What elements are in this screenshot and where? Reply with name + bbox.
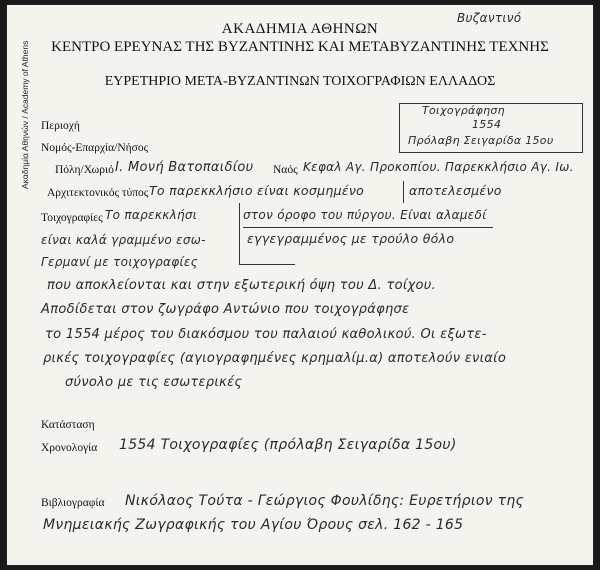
hw-toix-1b: στον όροφο του πύργου. Είναι αλαμεδί (243, 208, 487, 222)
index-card (6, 4, 594, 566)
hw-architect-b: αποτελεσμένο (409, 183, 502, 198)
dating-box (399, 103, 583, 153)
bracket-left (239, 203, 240, 265)
hw-toix-4: που αποκλείονται και στην εξωτερική όψη του Δ. τοίχου. (47, 278, 437, 293)
hw-architect-a: Το παρεκκλήσιο είναι κοσμημένο (149, 183, 365, 198)
label-vivliografia: Βιβλιογραφία (41, 497, 105, 509)
hw-toix-5: Αποδίδεται στον ζωγράφο Αντώνιο που τοιχογράφησε (41, 302, 410, 317)
label-nomos: Νομός-Επαρχία/Νήσος (41, 142, 149, 154)
hw-toix-1a: Το παρεκκλήσι (105, 208, 198, 222)
index-title: ΕΥΡΕΤΗΡΙΟ ΜΕΤΑ-ΒΥΖΑΝΤΙΝΩΝ ΤΟΙΧΟΓΡΑΦΙΩΝ ΕΛΛΑΔΟΣ (104, 74, 496, 89)
bracket-mid (243, 227, 493, 228)
hw-poli: Ι. Μονή Βατοπαιδίου (115, 160, 254, 175)
label-perioxi: Περιοχή (41, 120, 80, 132)
hw-naos: Κεφαλ Αγ. Προκοπίου. Παρεκκλήσιο Αγ. Ιω. (303, 160, 574, 174)
hw-toix-6: το 1554 μέρος του διακόσμου του παλαιού καθολικού. Οι εξωτε- (45, 327, 487, 342)
label-architect: Αρχιτεκτονικός τύπος (47, 187, 149, 199)
hw-vivlio-1: Νικόλαος Τούτα - Γεώργιος Φουλίδης: Ευρετήριον της (125, 493, 525, 509)
hw-toix-2a: είναι καλά γραμμένο εσω- (41, 233, 206, 247)
dating-box-line1: Τοιχογράφηση (422, 104, 505, 117)
side-credit: Ακαδημία Αθηνών / Academy of Athens (20, 40, 30, 189)
centre-title: ΚΕΝΤΡΟ ΕΡΕΥΝΑΣ ΤΗΣ ΒΥΖΑΝΤΙΝΗΣ ΚΑΙ ΜΕΤΑΒΥΖΑΝΤΙΝΗΣ ΤΕΧΝΗΣ (51, 39, 549, 55)
hw-toix-7: ρικές τοιχογραφίες (αγιογραφημένες κρημαλίμ.α) αποτελούν ενιαίο (43, 351, 507, 366)
hw-toix-8: σύνολο με τις εσωτερικές (65, 375, 243, 390)
hw-toix-3: Γερμανί με τοιχογραφίες (41, 255, 198, 269)
corner-note: Βυζαντινό (457, 11, 522, 25)
dating-box-line3: Πρόλαβη Σειγαρίδα 15ου (408, 134, 554, 147)
hw-toix-2b: εγγεγραμμένος με τρούλο θόλο (247, 231, 455, 246)
hw-xronologia: 1554 Τοιχογραφίες (πρόλαβη Σειγαρίδα 15ου) (119, 437, 457, 453)
label-naos: Ναός (273, 164, 298, 176)
label-katastasi: Κατάσταση (41, 419, 95, 431)
hw-vivlio-2: Μνημειακής Ζωγραφικής του Αγίου Όρους σελ. 162 - 165 (43, 517, 464, 533)
architect-divider (403, 181, 404, 203)
label-xronologia: Χρονολογία (41, 442, 98, 454)
bracket-bottom (239, 264, 295, 265)
label-toixografies: Τοιχογραφίες (41, 212, 103, 224)
academy-title: ΑΚΑΔΗΜΙΑ ΑΘΗΝΩΝ (221, 21, 379, 37)
label-poli: Πόλη/Χωριό (55, 164, 114, 176)
dating-box-line2: 1554 (472, 118, 502, 131)
